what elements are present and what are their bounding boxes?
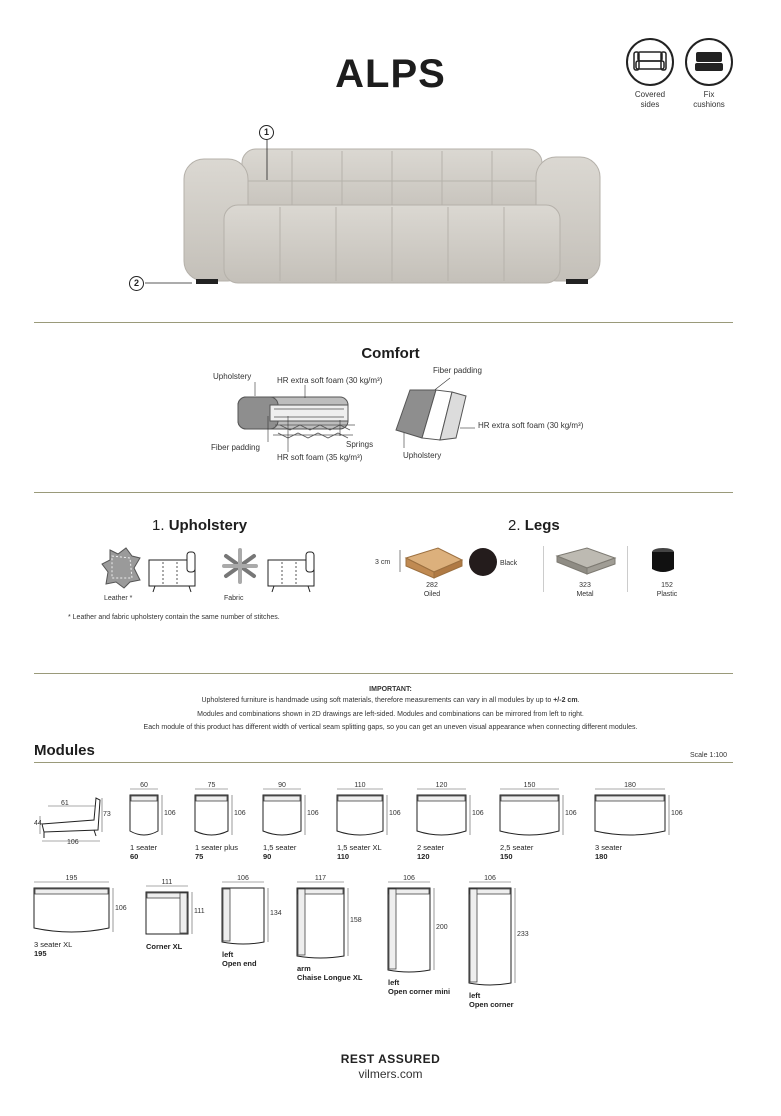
row2-module-2-code: Open end [222, 959, 257, 968]
row1-module-4-name: 2 seater [417, 843, 445, 852]
footer-site: vilmers.com [358, 1067, 423, 1081]
comfort-left-hr-extra-soft: HR extra soft foam (30 kg/m³) [277, 376, 383, 385]
side-view-depth: 61 [61, 800, 69, 807]
leather-chair-icon [147, 548, 199, 593]
comfort-left-upholstery: Upholstery [213, 372, 252, 381]
row1-module-2-label [263, 843, 296, 861]
row1-module-5-width: 150 [523, 782, 536, 789]
comfort-left-springs: Springs [346, 440, 374, 449]
row1-module-2-width: 90 [278, 782, 286, 789]
comfort-heading: Comfort [361, 345, 420, 362]
row2-module-3-label [297, 964, 362, 982]
row1-module-2-name: 1,5 seater [263, 843, 297, 852]
upholstery-number: 1. [152, 517, 165, 534]
row1-module-1-depth: 106 [234, 810, 246, 817]
modules-rule [34, 762, 733, 763]
leg-metal-name: Metal [576, 591, 594, 598]
fabric-chair-icon [266, 548, 318, 593]
row1-module-0-name: 1 seater [130, 843, 158, 852]
important-line-1-c: . [577, 697, 580, 704]
leg-oiled-name: Oiled [423, 591, 441, 598]
row2-module-3-name: arm [297, 964, 311, 973]
leather-icon [100, 546, 144, 590]
black-swatch [469, 548, 497, 576]
important-line-2: Modules and combinations shown in 2D drawings are left-sided. Modules and combinations can be mirrored from left to right. [197, 711, 584, 718]
row1-module-0-label [130, 843, 157, 861]
covered-sides-label-2: sides [640, 100, 660, 109]
important-line-1-b: +/-2 cm [553, 697, 578, 704]
row2-module-1-label [146, 942, 182, 951]
side-view-width: 106 [67, 839, 79, 846]
row1-module-6-name: 3 seater [595, 843, 623, 852]
leg-metal [563, 581, 607, 599]
oiled-leg-icon [398, 546, 466, 580]
row1-module-6-depth: 106 [671, 810, 683, 817]
row2-module-1-code: Corner XL [146, 942, 183, 951]
comfort-back-diagram [390, 380, 480, 445]
fabric-label: Fabric [224, 595, 244, 602]
upholstery-note: * Leather and fabric upholstery contain the same number of stitches. [68, 614, 280, 621]
row1-module-5-label [500, 843, 533, 861]
leg-black-name: Black [500, 560, 518, 567]
row1-module-6-code: 180 [595, 852, 608, 861]
legs-divider-1 [543, 546, 544, 592]
important-line-1 [0, 696, 781, 705]
row1-module-1-label [195, 843, 238, 861]
row2-module-2-name: left [222, 950, 234, 959]
metal-leg-icon [553, 546, 619, 582]
row2-module-0-width: 195 [65, 875, 78, 882]
row2-module-3-depth: 158 [350, 917, 362, 924]
row1-module-5-code: 150 [500, 852, 513, 861]
row2-module-4-label [388, 978, 450, 996]
row2-module-5-name: left [469, 991, 481, 1000]
row2-module-4-width: 106 [403, 875, 415, 882]
important-line-3: Each module of this product has different width of vertical seam splitting gaps, so you can get an uneven visual appearance when connecting different modules. [143, 724, 638, 731]
comfort-right-fiber-padding: Fiber padding [433, 366, 482, 375]
important-line-1-a: Upholstered furniture is handmade using soft materials, therefore measurements can vary in all modules by up to [201, 697, 554, 704]
leg-plastic-code: 152 [661, 582, 673, 589]
fix-cushions-label-2: cushions [693, 100, 725, 109]
row2-module-4-depth: 200 [436, 924, 448, 931]
row2-module-0-depth: 106 [115, 905, 127, 912]
row2-module-0-code: 195 [34, 949, 47, 958]
important-heading: IMPORTANT: [369, 686, 412, 693]
plastic-leg-icon [648, 547, 678, 577]
row2-module-2-depth: 134 [270, 910, 282, 917]
row1-module-0-width: 60 [140, 782, 148, 789]
divider-1 [34, 322, 733, 323]
side-view-height: 73 [103, 811, 111, 818]
row1-module-4-label [417, 843, 444, 861]
comfort-right-upholstery: Upholstery [403, 451, 442, 460]
leg-height-label: 3 cm [375, 559, 391, 566]
row2-module-5-width: 106 [484, 875, 496, 882]
row1-module-6-label [595, 843, 622, 861]
row1-module-4-code: 120 [417, 852, 430, 861]
legs-number: 2. [508, 517, 521, 534]
leg-oiled [410, 581, 454, 599]
row1-module-4-depth: 106 [472, 810, 484, 817]
leather-label: Leather * [104, 595, 133, 602]
leg-plastic [645, 581, 689, 599]
row1-module-6-width: 180 [624, 782, 636, 789]
leg-oiled-code: 282 [426, 582, 438, 589]
row1-module-2-code: 90 [263, 852, 272, 861]
row1-module-0-code: 60 [130, 852, 139, 861]
footer-brand: REST ASSURED [340, 1052, 441, 1066]
row1-module-1-name: 1 seater plus [195, 843, 238, 852]
row1-module-3-code: 110 [337, 852, 350, 861]
side-view-seat: 44 [34, 820, 42, 827]
row2-module-1-width: 111 [161, 879, 173, 886]
row2-module-0-name: 3 seater XL [34, 940, 73, 949]
upholstery-title: Upholstery [168, 517, 248, 534]
comfort-right-hr-extra-soft: HR extra soft foam (30 kg/m³) [478, 421, 584, 430]
leg-metal-code: 323 [579, 582, 591, 589]
row1-module-3-name: 1,5 seater XL [337, 843, 382, 852]
row1-module-1-code: 75 [195, 852, 204, 861]
row2-module-0-label [34, 940, 72, 958]
legs-divider-2 [627, 546, 628, 592]
row1-module-5-name: 2,5 seater [500, 843, 534, 852]
row1-module-2-depth: 106 [307, 810, 319, 817]
modules-heading: Modules [34, 742, 95, 759]
divider-3 [34, 673, 733, 674]
comfort-left-hr-soft: HR soft foam (35 kg/m³) [277, 453, 363, 462]
row2-module-2-label [222, 950, 257, 968]
row1-module-1-width: 75 [207, 782, 216, 789]
row1-module-3-label [337, 843, 382, 861]
row2-module-5-depth: 233 [517, 930, 529, 938]
row2-module-3-code: Chaise Longue XL [297, 973, 363, 982]
comfort-left-fiber-padding: Fiber padding [211, 443, 260, 452]
row1-module-4-width: 120 [435, 782, 448, 789]
covered-sides-label-1: Covered [634, 90, 666, 99]
row2-module-1-depth: 111 [194, 908, 205, 915]
marker-1: 1 [259, 125, 274, 140]
row1-module-3-depth: 106 [389, 810, 401, 817]
row2-module-5-code: Open corner [469, 1000, 514, 1009]
row2-module-4-name: left [388, 978, 400, 987]
modules-scale: Scale 1:100 [690, 752, 727, 759]
fix-cushions-label-1: Fix [703, 90, 715, 99]
sofa-leader-lines [0, 0, 781, 300]
legs-heading [508, 517, 560, 534]
row2-module-5-label [469, 991, 514, 1009]
row2-module-2-width: 106 [237, 875, 249, 882]
fabric-icon [220, 546, 260, 586]
upholstery-heading [152, 517, 247, 534]
leg-plastic-name: Plastic [656, 591, 678, 598]
legs-title: Legs [524, 517, 560, 534]
divider-2 [34, 492, 733, 493]
marker-2: 2 [129, 276, 144, 291]
row2-module-3-width: 117 [314, 875, 327, 882]
product-title: ALPS [335, 52, 446, 96]
row1-module-5-depth: 106 [565, 810, 577, 817]
row1-module-0-depth: 106 [164, 810, 176, 817]
row1-module-3-width: 110 [354, 782, 366, 789]
row2-module-4-code: Open corner mini [388, 987, 451, 996]
